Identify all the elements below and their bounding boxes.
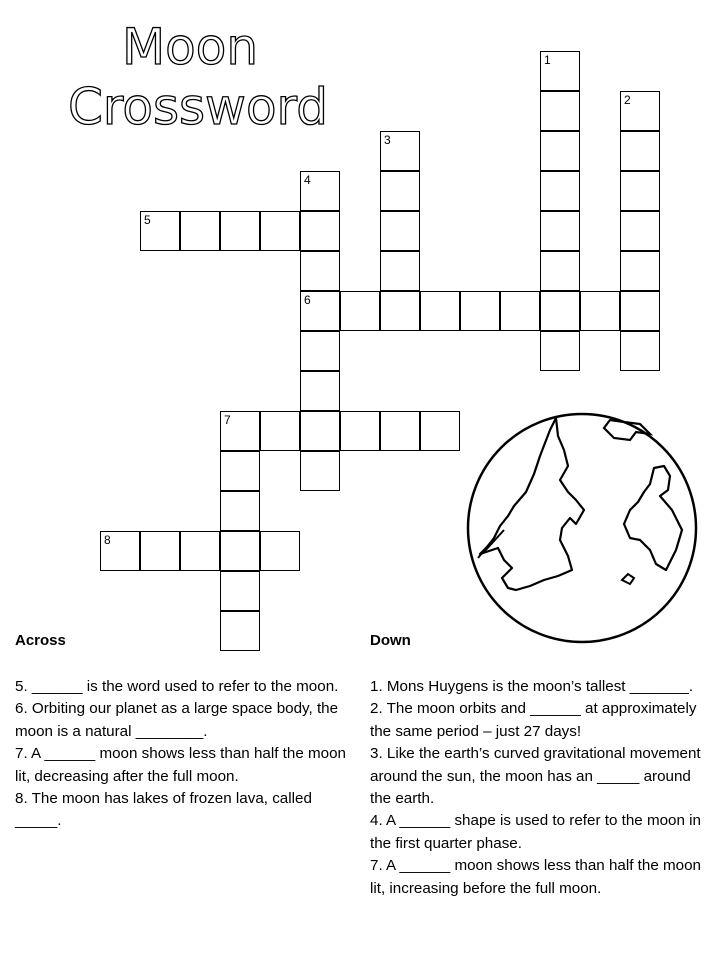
crossword-cell[interactable]	[620, 211, 660, 251]
crossword-cell[interactable]	[380, 411, 420, 451]
crossword-cell[interactable]	[620, 91, 660, 131]
crossword-cell[interactable]	[620, 171, 660, 211]
crossword-cell[interactable]	[220, 531, 260, 571]
crossword-cell[interactable]	[300, 451, 340, 491]
crossword-cell[interactable]	[300, 251, 340, 291]
down-heading: Down	[370, 632, 411, 649]
crossword-cell[interactable]	[180, 531, 220, 571]
crossword-cell[interactable]	[540, 291, 580, 331]
crossword-cell[interactable]	[380, 211, 420, 251]
clue-number: 4	[304, 173, 311, 187]
crossword-cell[interactable]	[220, 491, 260, 531]
clue-number: 6	[304, 293, 311, 307]
down-clue-1: 1. Mons Huygens is the moon’s tallest _______.	[370, 678, 694, 695]
across-clue-8: 8. The moon has lakes of frozen lava, called _____.	[15, 790, 312, 830]
crossword-cell[interactable]	[540, 211, 580, 251]
clue-number: 3	[384, 133, 391, 147]
down-clue-3: 3. Like the earth’s curved gravitational movement around the sun, the moon has an _____ around the earth.	[370, 745, 701, 808]
crossword-cell[interactable]	[540, 251, 580, 291]
crossword-cell[interactable]	[260, 531, 300, 571]
across-clue-6: 6. Orbiting our planet as a large space body, the moon is a natural ________.	[15, 700, 339, 740]
crossword-cell[interactable]	[500, 291, 540, 331]
crossword-cell[interactable]	[140, 531, 180, 571]
crossword-cell[interactable]	[380, 171, 420, 211]
clue-number: 8	[104, 533, 111, 547]
crossword-cell[interactable]	[220, 411, 260, 451]
across-clue-list	[15, 676, 355, 833]
across-heading: Across	[15, 632, 66, 649]
crossword-cell[interactable]	[220, 211, 260, 251]
crossword-cell[interactable]	[380, 291, 420, 331]
crossword-cell[interactable]	[220, 451, 260, 491]
crossword-cell[interactable]	[620, 331, 660, 371]
crossword-cell[interactable]	[300, 411, 340, 451]
crossword-cell[interactable]	[460, 291, 500, 331]
crossword-cell[interactable]	[540, 91, 580, 131]
crossword-cell[interactable]	[220, 571, 260, 611]
crossword-cell[interactable]	[340, 411, 380, 451]
crossword-cell[interactable]	[100, 531, 140, 571]
crossword-cell[interactable]	[140, 211, 180, 251]
crossword-cell[interactable]	[260, 411, 300, 451]
title-line-2: Crossword	[68, 78, 328, 133]
down-clue-4: 4. A ______ shape is used to refer to the moon in the first quarter phase.	[370, 812, 701, 852]
moon-outline	[468, 414, 696, 642]
crossword-cell[interactable]	[620, 251, 660, 291]
crossword-cell[interactable]	[540, 131, 580, 171]
crossword-cell[interactable]	[380, 251, 420, 291]
moon-illustration	[464, 410, 704, 650]
crossword-cell[interactable]	[540, 51, 580, 91]
crossword-cell[interactable]	[540, 171, 580, 211]
crossword-cell[interactable]	[300, 371, 340, 411]
clue-number: 7	[224, 413, 231, 427]
clue-number: 5	[144, 213, 151, 227]
clue-number: 1	[544, 53, 551, 67]
crossword-cell[interactable]	[420, 291, 460, 331]
crossword-cell[interactable]	[380, 131, 420, 171]
crossword-cell[interactable]	[420, 411, 460, 451]
page-title	[60, 8, 360, 133]
title-line-1: Moon	[122, 18, 259, 76]
across-clue-7: 7. A ______ moon shows less than half the moon lit, decreasing after the full moon.	[15, 745, 346, 785]
crossword-cell[interactable]	[180, 211, 220, 251]
across-clue-5: 5. ______ is the word used to refer to the moon.	[15, 678, 339, 695]
crossword-cell[interactable]	[300, 291, 340, 331]
down-clue-list	[370, 676, 712, 900]
crossword-cell[interactable]	[540, 331, 580, 371]
crossword-cell[interactable]	[300, 211, 340, 251]
crossword-cell[interactable]	[300, 331, 340, 371]
crossword-cell[interactable]	[620, 131, 660, 171]
crossword-cell[interactable]	[580, 291, 620, 331]
crossword-cell[interactable]	[300, 171, 340, 211]
down-clue-7: 7. A ______ moon shows less than half the moon lit, increasing before the full moon.	[370, 857, 701, 897]
clue-number: 2	[624, 93, 631, 107]
crossword-cell[interactable]	[220, 611, 260, 651]
down-clue-2: 2. The moon orbits and ______ at approximately the same period – just 27 days!	[370, 700, 697, 740]
crossword-cell[interactable]	[260, 211, 300, 251]
crossword-cell[interactable]	[620, 291, 660, 331]
crossword-cell[interactable]	[340, 291, 380, 331]
